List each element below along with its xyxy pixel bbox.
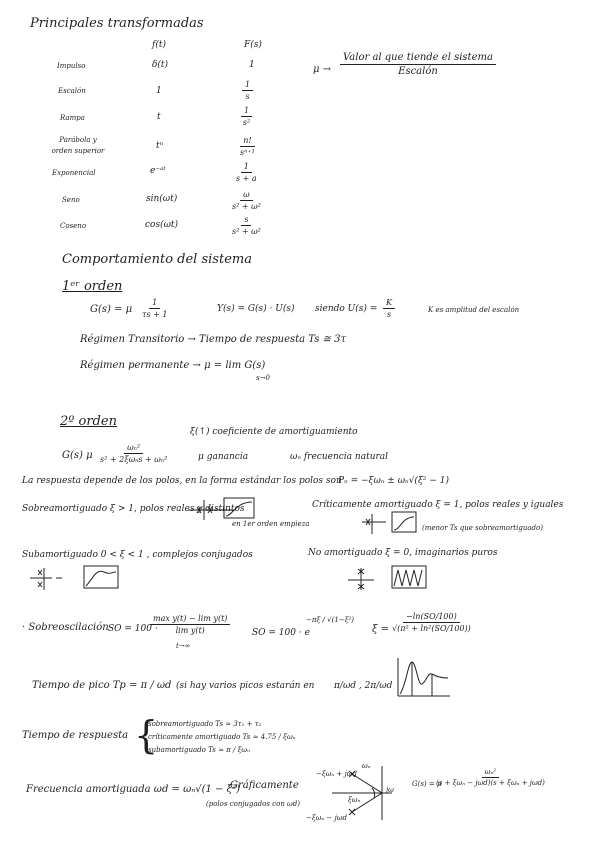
- response-time-label: Tiempo de respuesta: [22, 730, 129, 741]
- critical-label: Críticamente amortiguado ξ = 1, polos reales y iguales: [312, 500, 564, 510]
- underdamped-sketch: [30, 566, 120, 594]
- transforms-title: Principales transformadas: [30, 16, 204, 31]
- overdamped-note: en 1er orden empieza: [232, 520, 310, 528]
- first-order-U: siendo U(s) =: [315, 304, 378, 314]
- row-ft: t: [157, 112, 161, 122]
- col-header-f: f(t): [152, 40, 166, 50]
- row-Fs: $\frac{1}{\text{s²}}$: [242, 106, 251, 127]
- row-ft: e⁻ᵃᵗ: [150, 166, 166, 176]
- graph-note: (polos conjugados con ωd): [206, 800, 300, 808]
- gain-mu: μ →: [313, 64, 332, 75]
- first-order-K-note: K es amplitud del escalón: [428, 306, 520, 314]
- axis-jw: jω: [386, 786, 394, 794]
- first-order-U-frac: $\frac{K}{s}$: [383, 298, 395, 319]
- pole-upper: −ξωₙ + jωd: [316, 770, 357, 778]
- row-Fs: 1: [249, 60, 255, 70]
- row-Fs: $\frac{n!}{\text{sⁿ⁺¹}}$: [240, 136, 255, 157]
- row-name: Rampa: [60, 114, 85, 122]
- rt-item: sobreamortiguado Ts ≈ 3τ₁ + τ₂: [148, 720, 262, 728]
- overshoot-frac: max y(t) − lim y(t) lim y(t): [150, 614, 230, 635]
- row-ft: tⁿ: [156, 141, 164, 151]
- row-name: Parábola y orden superior: [51, 136, 105, 155]
- overshoot-exp: SO = 100 · e: [252, 628, 310, 638]
- row-ft: δ(t): [152, 60, 169, 70]
- G-final-frac: ωₙ² (s + ξωₙ − jωd)(s + ξωₙ + jωd): [436, 768, 545, 787]
- first-order-G: G(s) = μ: [90, 304, 133, 315]
- rt-item: críticamente amortiguado Ts ≈ 4.75 / ξωₙ: [148, 733, 296, 741]
- second-order-heading: 2º orden: [60, 414, 117, 429]
- critical-note: (menor Ts que sobreamortiguado): [422, 524, 543, 532]
- peak-time-sketch: [396, 656, 452, 704]
- damped-frequency: Frecuencia amortiguada ωd = ωₙ√(1 − ξ²): [26, 784, 241, 795]
- poles-formula: Pₙ = −ξωₙ ± ωₙ√(ξ² − 1): [338, 476, 450, 486]
- row-name: Impulso: [57, 62, 86, 70]
- transient-regime: Régimen Transitorio → Tiempo de respuesta Ts ≅ 3τ: [80, 334, 346, 345]
- mu-label: μ ganancia: [198, 452, 249, 462]
- peak-values: π/ωd , 2π/ωd: [334, 681, 393, 691]
- row-name: Coseno: [60, 222, 87, 230]
- second-order-G: G(s) μ: [62, 450, 93, 461]
- row-Fs: $\frac{\omega}{\text{s² + ω²}}$: [232, 190, 261, 211]
- col-header-F: F(s): [244, 40, 262, 50]
- row-name: Exponencial: [52, 169, 96, 177]
- overshoot-sub: t→∞: [176, 642, 191, 650]
- second-order-G-frac: ωₙ² s² + 2ξωₙs + ωₙ²: [100, 443, 168, 464]
- axis-xi: ξωₙ: [348, 796, 361, 804]
- overdamped-sketch: [188, 496, 258, 522]
- row-name: Seno: [62, 196, 80, 204]
- first-order-heading: 1ᵉʳ orden: [62, 279, 123, 294]
- peak-time: Tiempo de pico Tp = π / ωd: [32, 680, 172, 691]
- critical-sketch: [362, 512, 422, 538]
- zeta-eq: ξ =: [372, 624, 390, 635]
- overshoot-label: · Sobreoscilación: [22, 622, 109, 633]
- overdamped-label: Sobreamortiguado ξ > 1, polos reales y distintos: [22, 504, 245, 514]
- zeta-frac: $\frac{-\ln(SO/100)}{\text{√(π² + ln²(SO/100))}}$: [392, 612, 471, 633]
- overshoot-exp-pow: −πξ / √(1−ξ²): [306, 616, 355, 624]
- row-ft: 1: [156, 86, 162, 96]
- rt-item: subamortiguado Ts ≈ π / ξωₙ: [148, 746, 250, 754]
- row-ft: sin(ωt): [146, 194, 178, 204]
- pole-lower: −ξωₙ − jωd: [306, 814, 347, 822]
- peak-note: (si hay varios picos estarán en: [176, 681, 315, 691]
- response-time-brace: {: [134, 713, 159, 757]
- graph-label: Gráficamente: [230, 780, 299, 791]
- steady-limit-sub: s→0: [256, 374, 270, 382]
- wn-label: ωₙ frecuencia natural: [290, 452, 389, 462]
- poles-text: La respuesta depende de los polos, en la forma estándar los polos son: [22, 476, 342, 486]
- undamped-sketch: [348, 566, 428, 592]
- gain-definition: Valor al que tiende el sistema Escalón: [340, 52, 496, 77]
- first-order-G-frac: $\frac{1}{\tau s + 1}$: [142, 298, 168, 319]
- row-Fs: $\frac{1}{s}$: [242, 80, 253, 101]
- undamped-label: No amortiguado ξ = 0, imaginarios puros: [308, 548, 498, 558]
- row-name: Escalón: [58, 87, 86, 95]
- row-Fs: $\frac{1}{s + a}$: [236, 162, 257, 183]
- axis-wn: ωₙ: [362, 762, 371, 770]
- first-order-Y: Y(s) = G(s) · U(s): [217, 304, 295, 314]
- steady-regime: Régimen permanente → μ = lim G(s): [80, 360, 266, 371]
- row-Fs: $\frac{s}{\text{s² + ω²}}$: [232, 215, 261, 236]
- overshoot-so: SO = 100 ·: [108, 624, 158, 634]
- underdamped-label: Subamortiguado 0 < ξ < 1 , complejos conjugados: [22, 550, 253, 560]
- G-final: G(s) = μ: [412, 780, 442, 788]
- behaviour-title: Comportamiento del sistema: [62, 252, 252, 267]
- row-ft: cos(ωt): [145, 220, 179, 230]
- zeta-label: ξ(↑) coeficiente de amortiguamiento: [190, 427, 358, 437]
